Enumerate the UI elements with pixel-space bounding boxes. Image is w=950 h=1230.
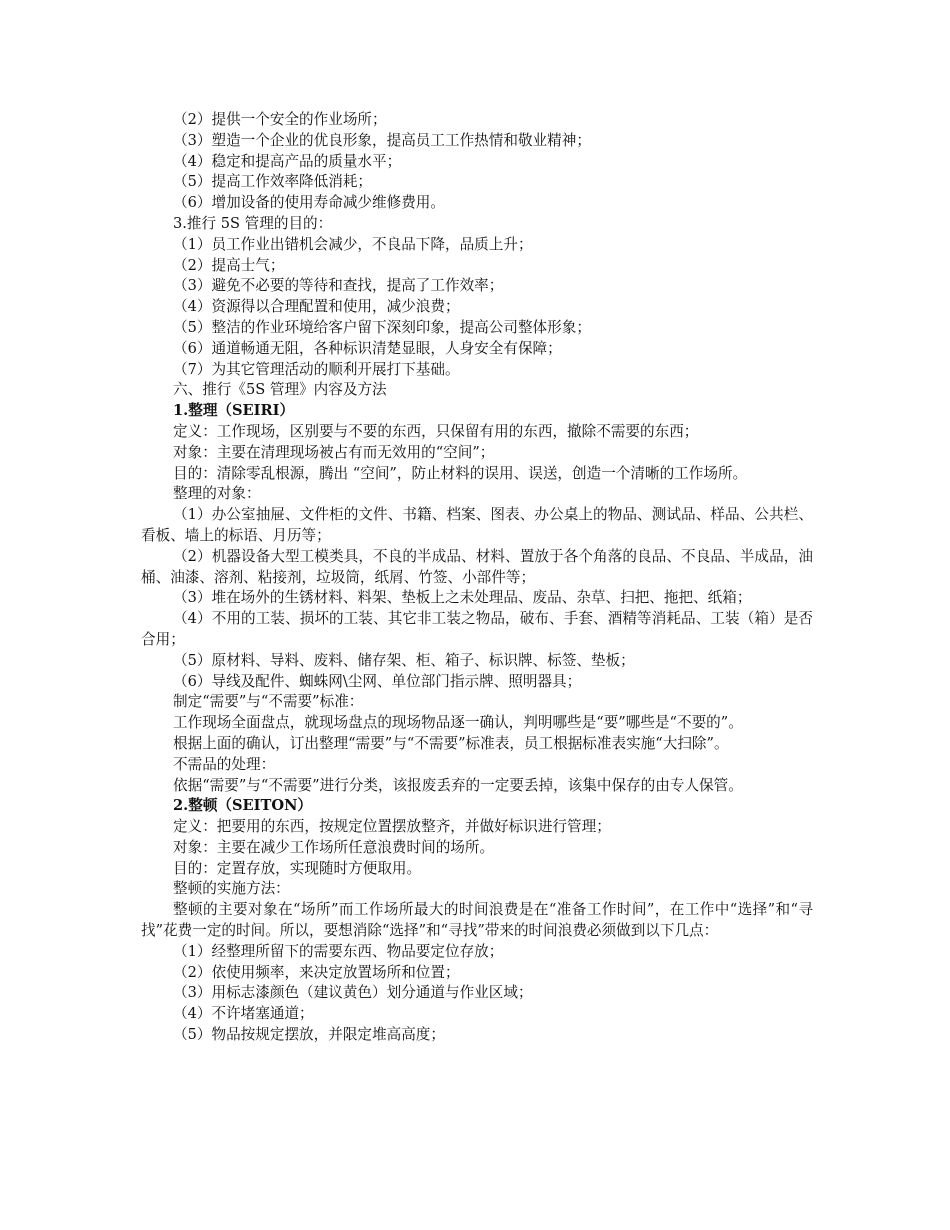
text-line: 3.推行 5S 管理的目的： [173, 214, 333, 232]
document-page [141, 110, 813, 1046]
text-line: 不需品的处理： [173, 755, 276, 773]
text-line: （4）不用的工装、损坏的工装、其它非工装之物品，破布、手套、酒精等消耗品、工装（箱）是否合用； [141, 610, 813, 648]
text-line: （3）避免不必要的等待和查找，提高了工作效率； [173, 277, 504, 295]
text-line: （6）通道畅通无阻，各种标识清楚显眼，人身安全有保障； [173, 339, 562, 357]
text-line: 整顿的实施方法： [173, 880, 290, 898]
text-line: （6）导线及配件、蜘蛛网\尘网、单位部门指示牌、照明器具； [173, 672, 582, 690]
section-heading: 1.整理（SEIRI） [173, 402, 295, 420]
text-line: 整理的对象： [173, 485, 261, 503]
text-line: （3）塑造一个企业的优良形象，提高员工工作热情和敬业精神； [173, 131, 591, 149]
text-line: （2）机器设备大型工模类具，不良的半成品、材料、置放于各个角落的良品、不良品、半成品，油桶、油漆、溶剂、粘接剂，垃圾筒，纸屑、竹签、小部件等； [141, 547, 813, 586]
text-line: （3）用标志漆颜色（建议黄色）划分通道与作业区域； [173, 984, 533, 1002]
text-line: （6）增加设备的使用寿命减少维修费用。 [173, 194, 445, 212]
text-line: （5）原材料、导料、废料、储存架、柜、箱子、标识牌、标签、垫板； [173, 651, 635, 669]
text-line: 整顿的主要对象在“场所”而工作场所最大的时间浪费是在“准备工作时间”，在工作中“选择”和“寻找”花费一定的时间。所以，要想消除“选择”和“寻找”带来的时间浪费必须做到以下几点： [141, 901, 813, 940]
section-heading: 2.整顿（SEITON） [173, 797, 313, 815]
text-line: 对象：主要在减少工作场所任意浪费时间的场所。 [173, 838, 495, 856]
text-line: （1）经整理所留下的需要东西、物品要定位存放； [173, 942, 504, 960]
text-line: 依据“需要”与“不需要”进行分类，该报废丢弃的一定要丢掉，该集中保存的由专人保管。 [173, 776, 743, 794]
text-line: （1）办公室抽屉、文件柜的文件、书籍、档案、图表、办公桌上的物品、测试品、样品、公共栏、看板、墙上的标语、月历等； [141, 506, 813, 544]
text-line: 根据上面的确认，订出整理“需要”与“不需要”标准表，员工根据标准表实施“大扫除”。 [173, 734, 729, 752]
text-line: 定义：把要用的东西，按规定位置摆放整齐，并做好标识进行管理； [173, 818, 611, 836]
text-line: 六、推行《5S 管理》内容及方法 [173, 381, 387, 399]
text-line: （3）堆在场外的生锈材料、料架、垫板上之未处理品、废品、杂草、扫把、拖把、纸箱； [173, 589, 752, 607]
text-line: 目的：定置存放，实现随时方便取用。 [173, 859, 422, 877]
text-line: 工作现场全面盘点，就现场盘点的现场物品逐一确认，判明哪些是“要”哪些是“不要的”。 [173, 714, 743, 732]
text-line: 制定“需要”与“不需要”标准： [173, 693, 364, 711]
text-line: （5）物品按规定摆放，并限定堆高高度； [173, 1026, 445, 1044]
text-line: （2）提高士气； [173, 256, 285, 274]
text-line: （4）资源得以合理配置和使用，减少浪费； [173, 298, 460, 316]
text-line: （4）稳定和提高产品的质量水平； [173, 152, 402, 170]
text-line: （5）提高工作效率降低消耗； [173, 173, 373, 191]
text-line: 对象：主要在清理现场被占有而无效用的“空间”； [173, 443, 495, 461]
text-line: （2）依使用频率，来决定放置场所和位置； [173, 963, 460, 981]
text-line: 定义：工作现场，区别要与不要的东西，只保留有用的东西，撤除不需要的东西； [173, 422, 699, 440]
text-line: （5）整洁的作业环境给客户留下深刻印象，提高公司整体形象； [173, 318, 591, 336]
text-line: （4）不许堵塞通道； [173, 1005, 314, 1023]
text-line: 目的：清除零乱根源，腾出 “空间”，防止材料的误用、误送，创造一个清晰的工作场所。 [173, 464, 748, 482]
text-line: （7）为其它管理活动的顺利开展打下基础。 [173, 360, 460, 378]
text-line: （1）员工作业出错机会减少，不良品下降，品质上升； [173, 235, 533, 253]
text-line: （2）提供一个安全的作业场所； [173, 111, 387, 128]
